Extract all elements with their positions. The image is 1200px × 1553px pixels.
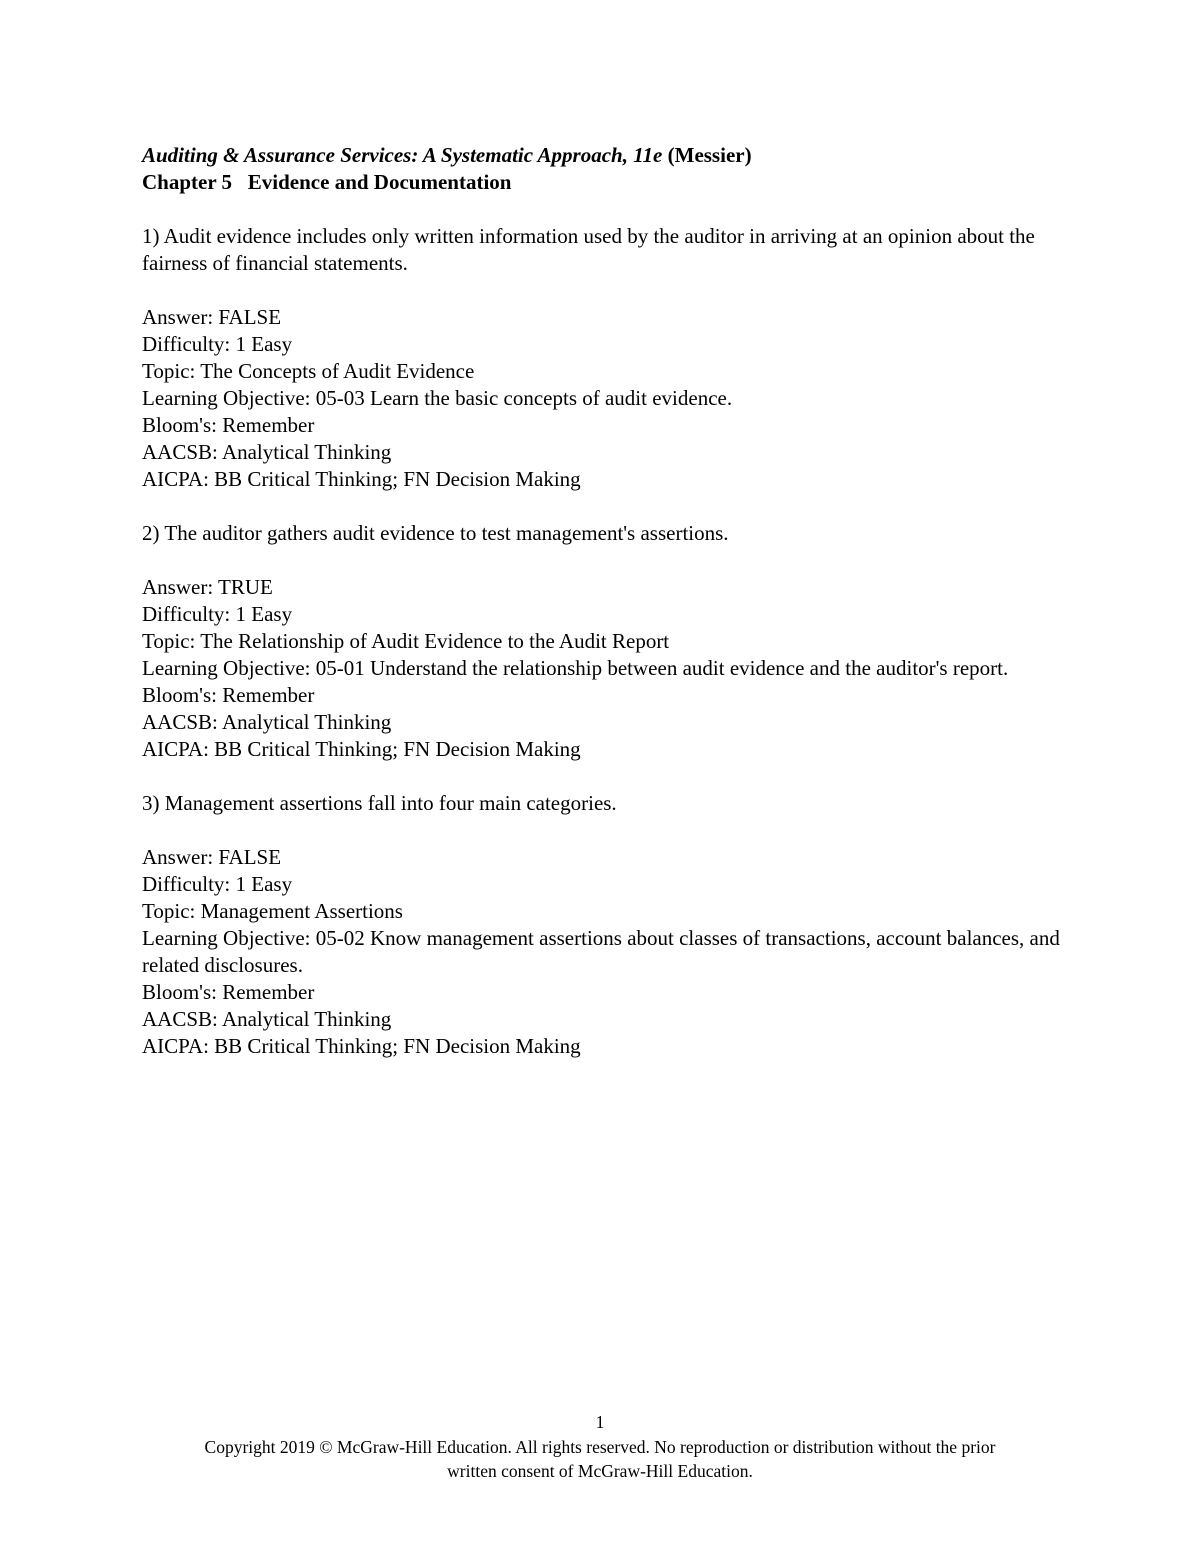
book-author: (Messier)	[667, 143, 752, 167]
question-text: 2) The auditor gathers audit evidence to test management's assertions.	[142, 521, 729, 545]
aacsb-line: AACSB: Analytical Thinking	[142, 1007, 392, 1031]
question-block	[142, 520, 1062, 763]
difficulty-line: Difficulty: 1 Easy	[142, 332, 293, 356]
page-footer	[100, 1410, 1100, 1484]
answer-line: Answer: TRUE	[142, 575, 273, 599]
aicpa-line: AICPA: BB Critical Thinking; FN Decision Making	[142, 1034, 581, 1058]
book-title: Auditing & Assurance Services: A Systematic Approach, 11e	[142, 143, 663, 167]
aicpa-line: AICPA: BB Critical Thinking; FN Decision Making	[142, 737, 581, 761]
question-block	[142, 790, 1062, 1060]
question-block	[142, 223, 1062, 493]
learning-objective-line: Learning Objective: 05-01 Understand the relationship between audit evidence and the auditor's report.	[142, 656, 1009, 680]
aacsb-line: AACSB: Analytical Thinking	[142, 440, 392, 464]
learning-objective-line: Learning Objective: 05-02 Know management assertions about classes of transactions, account balances, and related disclosures.	[142, 926, 1060, 977]
question-text: 1) Audit evidence includes only written information used by the auditor in arriving at an opinion about the fairness of financial statements.	[142, 224, 1035, 275]
aacsb-line: AACSB: Analytical Thinking	[142, 710, 392, 734]
topic-line: Topic: The Concepts of Audit Evidence	[142, 359, 475, 383]
blooms-line: Bloom's: Remember	[142, 413, 315, 437]
difficulty-line: Difficulty: 1 Easy	[142, 602, 293, 626]
chapter-heading: Chapter 5 Evidence and Documentation	[142, 170, 512, 194]
copyright-line-1: Copyright 2019 © McGraw-Hill Education. All rights reserved. No reproduction or distribution without the prior	[204, 1436, 996, 1457]
document-page	[142, 142, 1062, 1060]
answer-line: Answer: FALSE	[142, 305, 282, 329]
topic-line: Topic: Management Assertions	[142, 899, 403, 923]
book-title-line	[142, 142, 1062, 169]
topic-line: Topic: The Relationship of Audit Evidence to the Audit Report	[142, 629, 670, 653]
question-text: 3) Management assertions fall into four main categories.	[142, 791, 617, 815]
page-number: 1	[595, 1412, 605, 1432]
difficulty-line: Difficulty: 1 Easy	[142, 872, 293, 896]
blooms-line: Bloom's: Remember	[142, 980, 315, 1004]
learning-objective-line: Learning Objective: 05-03 Learn the basic concepts of audit evidence.	[142, 386, 733, 410]
aicpa-line: AICPA: BB Critical Thinking; FN Decision Making	[142, 467, 581, 491]
copyright-line-2: written consent of McGraw-Hill Education.	[447, 1461, 753, 1481]
blooms-line: Bloom's: Remember	[142, 683, 315, 707]
answer-line: Answer: FALSE	[142, 845, 282, 869]
